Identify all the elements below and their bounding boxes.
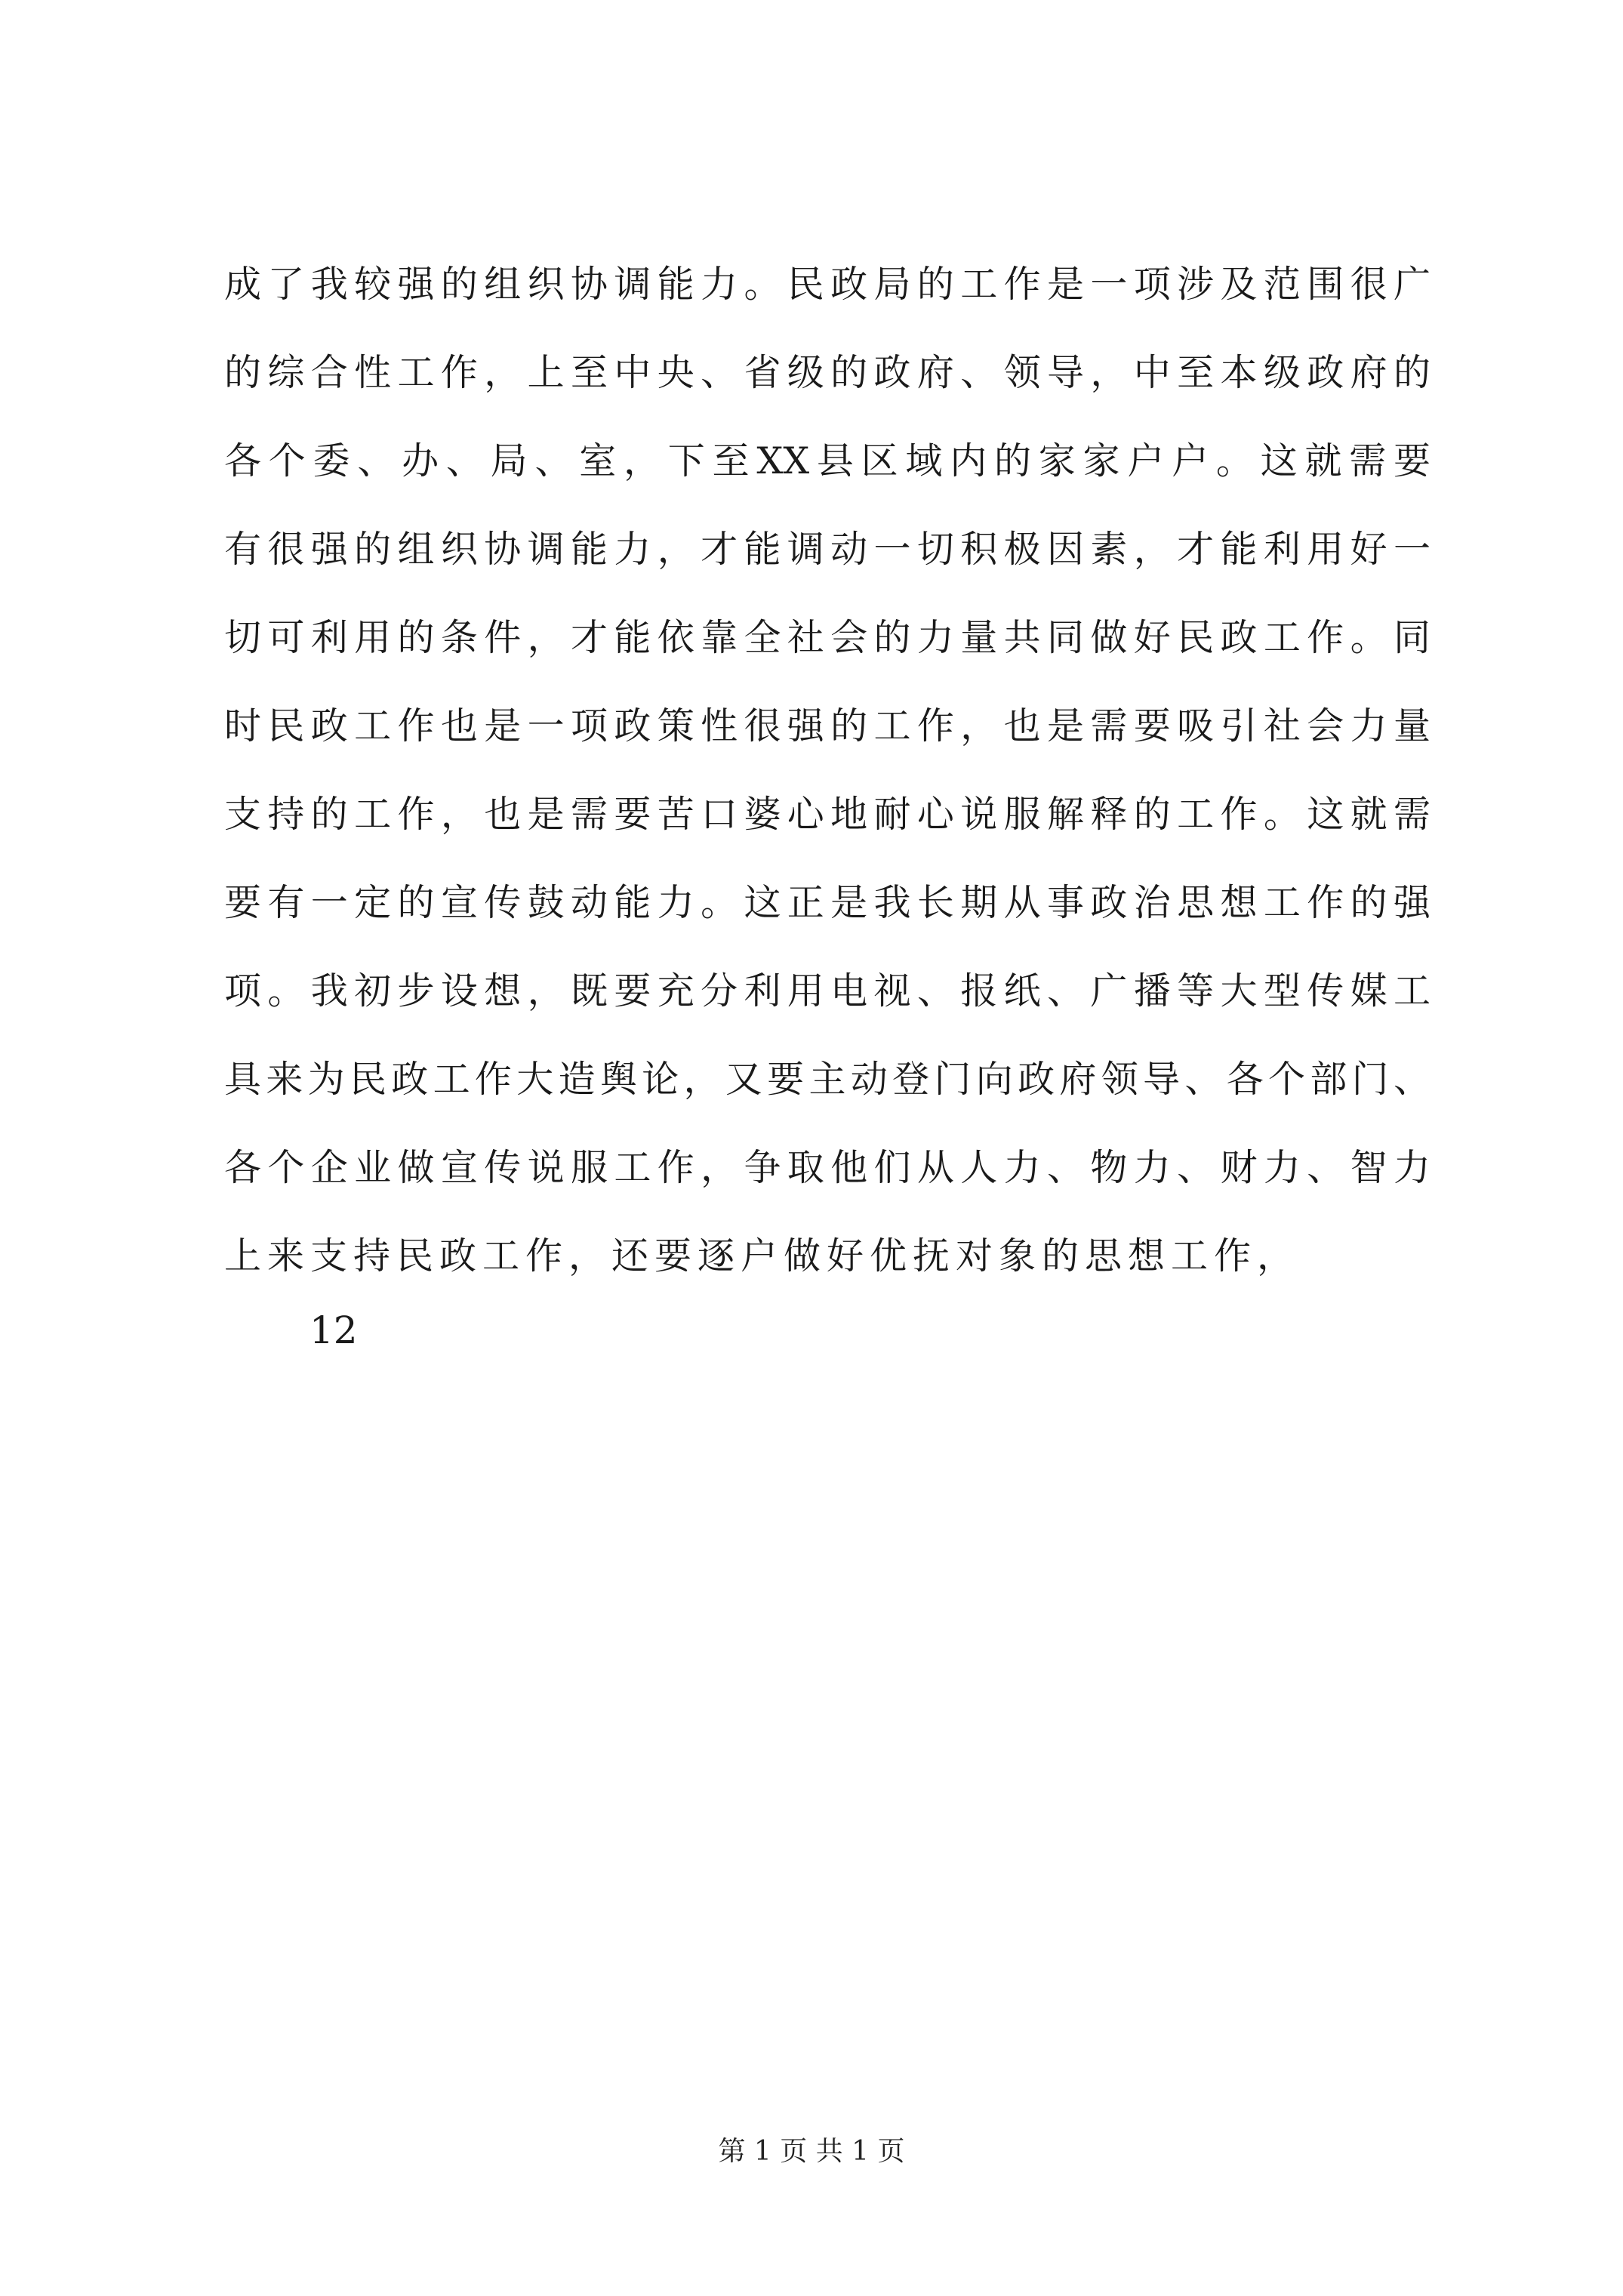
text-line: 上来支持民政工作，还要逐户做好优抚对象的思想工作， xyxy=(224,1234,1301,1277)
text-line: 有很强的组织协调能力，才能调动一切积极因素，才能利用好一 xyxy=(224,528,1431,571)
text-line: 时民政工作也是一项政策性很强的工作，也是需要吸引社会力量 xyxy=(224,704,1431,747)
text-line: 具来为民政工作大造舆论，又要主动登门向政府领导、各个部门、 xyxy=(224,1058,1431,1101)
text-line: 支持的工作，也是需要苦口婆心地耐心说服解释的工作。这就需 xyxy=(224,793,1431,836)
text-line: 切可利用的条件，才能依靠全社会的力量共同做好民政工作。同 xyxy=(224,616,1431,659)
trailing-number: 12 xyxy=(310,1308,358,1352)
text-line: 各个企业做宣传说服工作，争取他们从人力、物力、财力、智力 xyxy=(224,1146,1431,1189)
text-line: 的综合性工作，上至中央、省级的政府、领导，中至本级政府的 xyxy=(224,351,1431,394)
text-line: 各个委、办、局、室，下至XX县区域内的家家户户。这就需要 xyxy=(224,439,1431,482)
text-line: 成了我较强的组织协调能力。民政局的工作是一项涉及范围很广 xyxy=(224,263,1431,306)
page-footer: 第 1 页 共 1 页 xyxy=(718,2136,905,2167)
body-text xyxy=(224,240,1431,1300)
text-line: 要有一定的宣传鼓动能力。这正是我长期从事政治思想工作的强 xyxy=(224,881,1431,924)
text-line: 项。我初步设想，既要充分利用电视、报纸、广播等大型传媒工 xyxy=(224,969,1431,1012)
